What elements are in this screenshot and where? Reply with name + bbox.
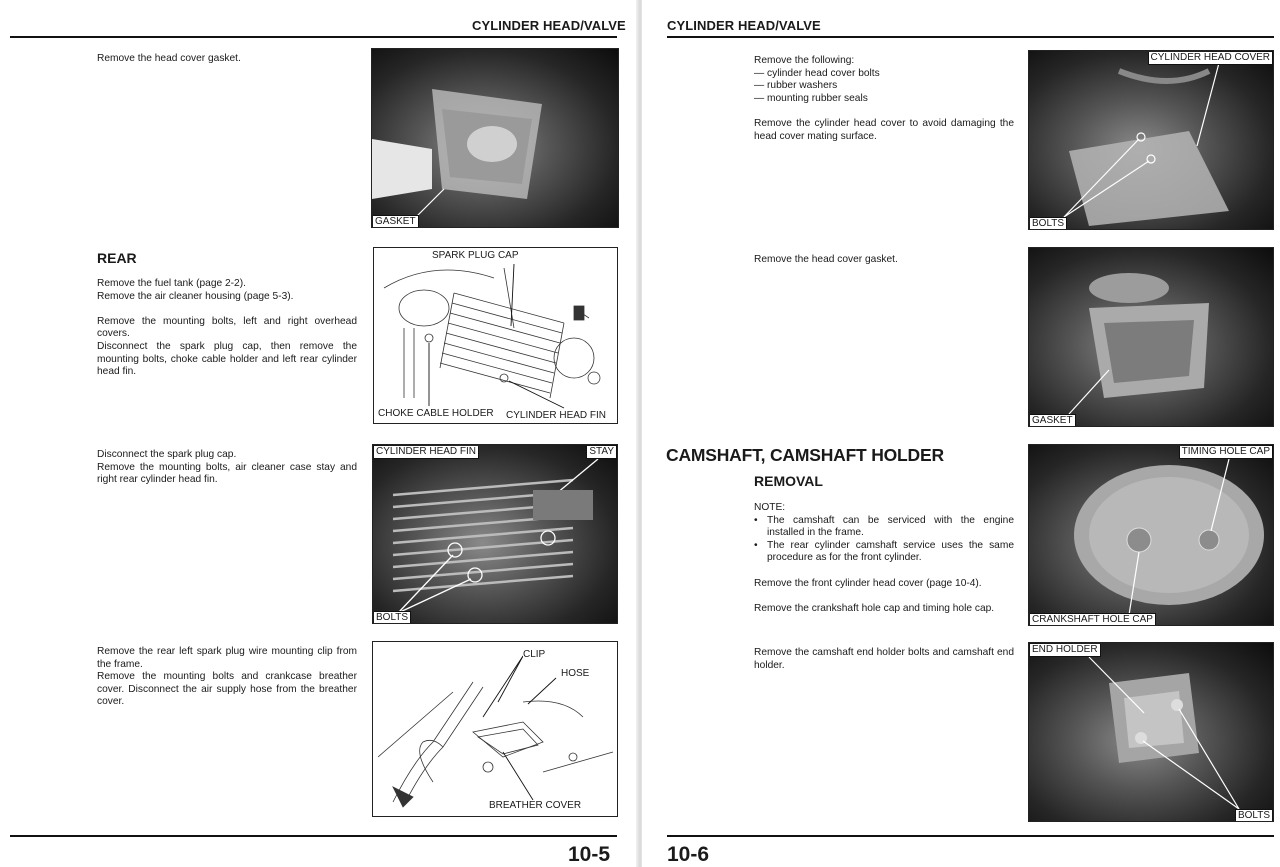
crankcase-photo-shapes [1029,445,1274,626]
step-text: Remove the following: — cylinder head cover bolts — rubber washers — mounting rubber seals Remove the cylinder head cover to avoid damaging the head cover mating surface. [754,55,1014,142]
label-spark-plug-cap: SPARK PLUG CAP [432,250,519,261]
gasket-photo [371,48,619,228]
label-cylinder-head-cover: CYLINDER HEAD COVER [1148,52,1272,65]
note-item: • The rear cylinder camshaft service uses the same procedure as for the front cylinder. [754,540,1014,565]
gasket-photo-shapes [372,49,619,228]
step-text: Remove the rear left spark plug wire mounting clip from the frame. Remove the mounting bolts and crankcase breather cover. Disconnect the air supply hose from the breather cover. [97,646,357,708]
section-title: CAMSHAFT, CAMSHAFT HOLDER [666,445,944,465]
step-text: Remove the head cover gasket. [754,254,898,265]
label-crankshaft-hole-cap: CRANKSHAFT HOLE CAP [1030,613,1156,626]
end-holder-photo-shapes [1029,643,1274,822]
step-text: Disconnect the spark plug cap. Remove the mounting bolts, air cleaner case stay and right rear cylinder head fin. [97,449,357,486]
cylinder-fin-drawing [373,247,618,424]
label-cylinder-head-fin: CYLINDER HEAD FIN [506,410,607,421]
right-page [642,0,1280,867]
label-clip: CLIP [523,649,546,660]
left-page [0,0,638,867]
note-label: NOTE: [754,502,786,513]
page-header: CYLINDER HEAD/VALVE [667,18,821,33]
step-text: Remove the head cover gasket. [97,53,241,64]
label-gasket: GASKET [1030,414,1076,427]
label-end-holder: END HOLDER [1030,644,1101,657]
header-rule [667,36,1274,38]
label-hose: HOSE [561,668,590,679]
timing-hole-cap-photo [1028,444,1274,626]
note-block: NOTE: • The camshaft can be serviced with the engine installed in the frame. • The rear cylinder camshaft service uses the same procedure as for the front cylinder. Remove the front cylinder head cover (page 10-4). Remove the crankshaft hole cap and timing hole cap. [754,502,1014,615]
page-number: 10-6 [667,843,710,866]
page-number: 10-5 [568,843,611,866]
subsection-heading: REMOVAL [754,473,823,489]
rear-instructions: Remove the fuel tank (page 2-2). Remove the air cleaner housing (page 5-3). Remove the mounting bolts, left and right overhead covers. Disconnect the spark plug cap, then remove the mounting bolts, choke cable holder and left rear cylinder head fin. [97,278,357,378]
label-bolts: BOLTS [1030,217,1067,230]
gasket2-photo-shapes [1029,248,1274,427]
header-rule [10,36,617,38]
label-stay: STAY [586,446,616,459]
label-cylinder-head-fin: CYLINDER HEAD FIN [374,446,479,459]
page-header: CYLINDER HEAD/VALVE [472,18,626,33]
label-timing-hole-cap: TIMING HOLE CAP [1179,446,1272,459]
cylinder-head-cover-photo [1028,50,1274,230]
engine-line-drawing [374,248,618,424]
fin-bolts-photo [372,444,618,624]
end-holder-photo [1028,642,1274,822]
footer-rule [667,835,1274,837]
label-breather-cover: BREATHER COVER [489,800,582,811]
note-list [754,515,1014,565]
fin-photo-shapes [373,445,618,624]
note-item: • The camshaft can be serviced with the engine installed in the frame. [754,515,1014,540]
head-cover-photo-shapes [1029,51,1274,230]
head-gasket-photo [1028,247,1274,427]
label-bolts: BOLTS [374,611,411,624]
footer-rule [10,835,617,837]
label-choke-cable-holder: CHOKE CABLE HOLDER [378,408,494,419]
label-bolts: BOLTS [1235,809,1272,822]
step-text: Remove the camshaft end holder bolts and camshaft end holder. [754,647,1014,671]
section-heading-rear: REAR [97,250,137,266]
label-gasket: GASKET [373,215,419,228]
breather-cover-drawing [372,641,618,817]
